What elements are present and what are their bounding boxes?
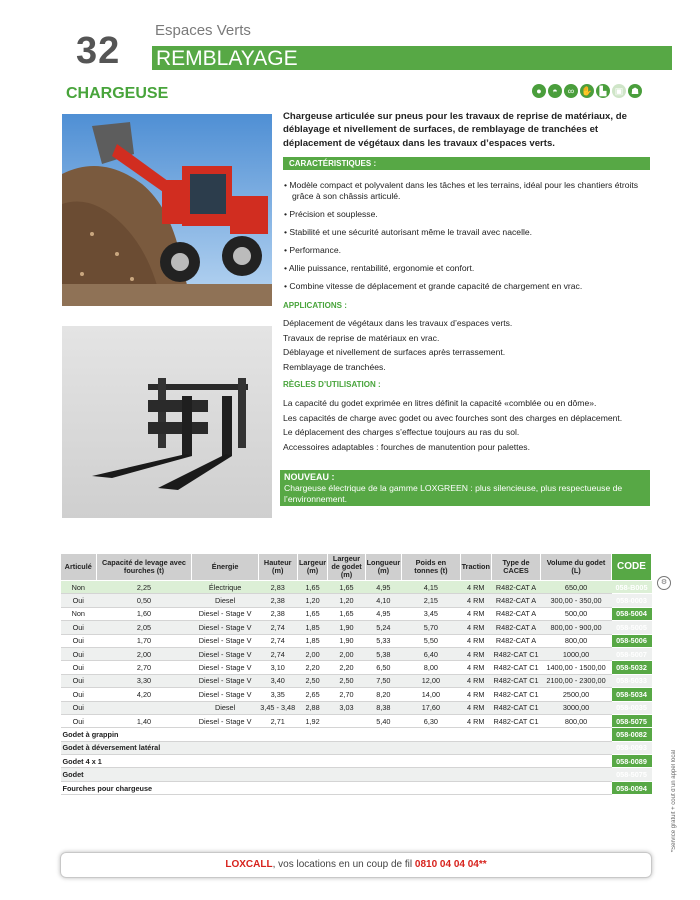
table-cell: 4 RM [460,701,491,714]
table-cell: R482-CAT C1 [491,701,540,714]
nouveau-text: Chargeuse électrique de la gamme LOXGREEN : plus silencieuse, plus respectueuse de l’environnement. [284,483,623,504]
section-label: Espaces Verts [155,22,251,39]
table-cell: 3000,00 [541,701,612,714]
accessory-row [61,755,652,768]
accessory-name: Godet [61,768,612,781]
table-cell: R482-CAT C1 [491,688,540,701]
table-cell: 2,00 [96,647,192,660]
table-cell: 4 RM [460,688,491,701]
table-cell: 2,20 [328,661,365,674]
table-cell: 6,50 [365,661,402,674]
table-cell: 3,03 [328,701,365,714]
table-cell: Diesel - Stage V [192,661,258,674]
table-cell: 1,70 [96,634,192,647]
accessory-row [61,728,652,741]
table-cell: Diesel [192,701,258,714]
table-cell: Oui [61,674,97,687]
table-cell: 5,33 [365,634,402,647]
list-item: Remblayage de tranchées. [283,361,386,372]
table-cell: Diesel - Stage V [192,621,258,634]
col-header: Type de CACES [491,554,540,581]
col-header: Largeur (m) [297,554,328,581]
table-cell: 3,45 - 3,48 [258,701,297,714]
caracteristiques-heading: CARACTÉRISTIQUES : [283,157,650,170]
table-cell: R482-CAT A [491,634,540,647]
table-cell: 2,88 [297,701,328,714]
table-cell: Non [61,607,97,620]
table-cell: Diesel - Stage V [192,674,258,687]
table-cell: 4 RM [460,714,491,727]
code-cell: 058-0035 [612,701,652,714]
table-cell: 5,70 [402,621,460,634]
table-cell: 5,24 [365,621,402,634]
code-cell: 058-0094 [612,781,652,794]
table-cell: Oui [61,634,97,647]
table-cell: 1,20 [328,594,365,607]
caracteristiques-list [284,180,654,299]
table-cell: 2,70 [96,661,192,674]
list-item: • Allie puissance, rentabilité, ergonomie et confort. [284,263,475,273]
table-cell: Oui [61,661,97,674]
table-cell: 5,38 [365,647,402,660]
table-cell: 4,15 [402,581,460,594]
table-row [61,714,652,727]
vest-icon: ▣ [612,84,626,98]
accessory-name: Godet 4 x 1 [61,755,612,768]
code-cell: 058-5075 [612,714,652,727]
shoe-icon: ● [532,84,546,98]
table-row [61,674,652,687]
accessory-name: Fourches pour chargeuse [61,781,612,794]
table-cell: 4,10 [365,594,402,607]
product-title: CHARGEUSE [66,85,169,102]
accessory-row [61,741,652,754]
table-cell: 4 RM [460,674,491,687]
table-cell: 2,74 [258,621,297,634]
table-row [61,661,652,674]
table-cell: 2,50 [297,674,328,687]
glove-icon: ✋ [581,86,593,96]
person-icon: ☗ [628,84,642,98]
spec-table [60,553,652,795]
col-header: Longueur (m) [365,554,402,581]
table-cell: 500,00 [541,607,612,620]
table-cell: 3,40 [258,674,297,687]
table-cell: 2500,00 [541,688,612,701]
table-cell: 800,00 [541,634,612,647]
list-item: • Précision et souplesse. [284,209,378,219]
code-cell: 058-B005 [612,581,652,594]
footer-phone: 0810 04 04 04** [414,859,487,870]
table-cell: R482-CAT A [491,607,540,620]
table-cell: 4 RM [460,581,491,594]
table-cell: 1,60 [96,607,192,620]
table-cell: 12,00 [402,674,460,687]
table-cell: 1,20 [297,594,328,607]
table-cell: 17,60 [402,701,460,714]
table-cell: 1000,00 [541,647,612,660]
list-item: • Stabilité et une sécurité autorisant même le travail avec nacelle. [284,227,533,237]
table-cell: 2,38 [258,594,297,607]
code-cell: 058-5005 [612,621,652,634]
list-item: Le déplacement des charges s’effectue toujours au ras du sol. [283,427,520,438]
table-cell: Diesel [192,594,258,607]
table-cell: Diesel - Stage V [192,607,258,620]
table-cell: 1,65 [297,581,328,594]
table-cell: 4 RM [460,607,491,620]
table-cell: 650,00 [541,581,612,594]
side-note: *Service gratuit + coût d’un appel local [671,750,677,853]
code-cell: 058-5006 [612,634,652,647]
applications-heading: APPLICATIONS : [283,301,347,310]
accessory-name: Godet à déversement latéral [61,741,612,754]
list-item: Déblayage et nivellement de surfaces après terrassement. [283,347,506,358]
table-cell: Oui [61,688,97,701]
footer-banner [60,852,652,878]
table-cell: 2,65 [297,688,328,701]
table-cell: Oui [61,647,97,660]
forks-photo [62,326,272,518]
table-cell: 14,00 [402,688,460,701]
code-cell: 058-5033 [612,674,652,687]
table-row [61,594,652,607]
table-cell: Oui [61,714,97,727]
table-cell: 1,65 [328,581,365,594]
accessory-row [61,768,652,781]
table-cell: R482-CAT C1 [491,661,540,674]
table-cell: 4,20 [96,688,192,701]
table-cell: Oui [61,701,97,714]
code-cell: 058-5075 [612,768,652,781]
table-cell: 4 RM [460,634,491,647]
table-cell: 2,20 [297,661,328,674]
footer-text: , vos locations en un coup de fil [272,859,415,870]
table-cell: R482-CAT A [491,594,540,607]
table-cell: R482-CAT C1 [491,674,540,687]
table-cell: 1,92 [297,714,328,727]
table-cell: 2,05 [96,621,192,634]
table-cell: 800,00 [541,714,612,727]
table-cell: Électrique [192,581,258,594]
table-cell: Oui [61,621,97,634]
col-header: CODE [612,554,652,581]
col-header: Traction [460,554,491,581]
table-cell: 4,95 [365,581,402,594]
page-number: 32 [76,30,121,72]
col-header: Volume du godet (L) [541,554,612,581]
table-cell: 1,90 [328,634,365,647]
table-cell: Non [61,581,97,594]
table-cell: Diesel - Stage V [192,634,258,647]
col-header: Articulé [61,554,97,581]
regles-heading: RÈGLES D’UTILISATION : [283,380,381,389]
table-cell: 800,00 - 900,00 [541,621,612,634]
accessory-name: Godet à grappin [61,728,612,741]
table-row [61,647,652,660]
table-cell: 2100,00 - 2300,00 [541,674,612,687]
page-title: REMBLAYAGE [156,47,298,70]
code-cell: 058-0089 [612,755,652,768]
footer-brand: LOXCALL [225,859,273,870]
table-cell: Oui [61,594,97,607]
table-cell: 1,40 [96,714,192,727]
code-cell: 058-0082 [612,728,652,741]
table-cell: 5,40 [365,714,402,727]
table-cell: 1,85 [297,621,328,634]
table-cell: Diesel - Stage V [192,714,258,727]
table-cell: 1400,00 - 1500,00 [541,661,612,674]
title-bar [150,46,672,70]
accessory-row [61,781,652,794]
table-cell [328,714,365,727]
table-cell: 2,50 [328,674,365,687]
table-cell: R482-CAT C1 [491,714,540,727]
regles-list [283,398,653,456]
code-cell: 058-5007 [612,647,652,660]
table-cell: 4 RM [460,647,491,660]
table-cell: 2,15 [402,594,460,607]
col-header: Largeur de godet (m) [328,554,365,581]
table-cell: 5,50 [402,634,460,647]
list-item: Déplacement de végétaux dans les travaux d’espaces verts. [283,318,513,328]
table-cell: R482-CAT A [491,581,540,594]
table-cell: 1,65 [328,607,365,620]
boot-icon: ▙ [596,84,610,98]
list-item: Travaux de reprise de matériaux en vrac. [283,332,440,343]
loader-photo [62,114,272,306]
nouveau-heading: NOUVEAU : [284,472,335,482]
table-cell: 2,25 [96,581,192,594]
table-row [61,607,652,620]
table-cell: 2,00 [297,647,328,660]
table-row [61,634,652,647]
table-cell: 4,95 [365,607,402,620]
table-cell: 1,65 [297,607,328,620]
table-cell: 8,38 [365,701,402,714]
table-cell: 3,30 [96,674,192,687]
list-item: • Performance. [284,245,341,255]
table-cell: 1,85 [297,634,328,647]
table-cell: 3,35 [258,688,297,701]
table-cell: 6,30 [402,714,460,727]
glasses-icon: ∞ [564,84,578,98]
intro-text: Chargeuse articulée sur pneus pour les travaux de reprise de matériaux, de déblayage et nivellement de surfaces, de remblayage de tranchées et déplacement de végétaux dans les travaux d’espaces verts. [283,111,627,149]
list-item: La capacité du godet exprimée en litres définit la capacité «comblée ou en dôme». [283,398,597,408]
helmet-icon: ◓ [548,84,562,98]
table-cell: 2,74 [258,647,297,660]
table-cell: 8,20 [365,688,402,701]
code-cell: 058-5032 [612,661,652,674]
nouveau-box [280,470,650,506]
table-cell: 0,50 [96,594,192,607]
list-item: Accessoires adaptables : fourches de manutention pour palettes. [283,441,530,452]
table-row [61,581,652,594]
table-cell: Diesel - Stage V [192,688,258,701]
col-header: Énergie [192,554,258,581]
col-header: Hauteur (m) [258,554,297,581]
table-cell: R482-CAT C1 [491,647,540,660]
applications-list [283,318,653,376]
table-cell: 2,83 [258,581,297,594]
table-cell: 7,50 [365,674,402,687]
table-row [61,688,652,701]
table-cell: Diesel - Stage V [192,647,258,660]
table-cell: 4 RM [460,594,491,607]
table-cell: 2,74 [258,634,297,647]
code-cell: 058-5034 [612,688,652,701]
table-row [61,621,652,634]
table-cell: R482-CAT A [491,621,540,634]
table-cell: 2,38 [258,607,297,620]
table-cell: 2,71 [258,714,297,727]
table-cell: 4 RM [460,621,491,634]
col-header: Poids en tonnes (t) [402,554,460,581]
table-cell: 2,70 [328,688,365,701]
table-cell [96,701,192,714]
table-cell: 3,10 [258,661,297,674]
table-cell: 4 RM [460,661,491,674]
col-header: Capacité de levage avec fourches (t) [96,554,192,581]
table-cell: 300,00 - 350,00 [541,594,612,607]
table-cell: 1,90 [328,621,365,634]
code-cell: 058-5004 [612,607,652,620]
table-cell: 3,45 [402,607,460,620]
code-cell: 058-0093 [612,741,652,754]
list-item: • Combine vitesse de déplacement et grande capacité de chargement en vrac. [284,281,583,291]
list-item: Les capacités de charge avec godet ou avec fourches sont des charges en déplacement. [283,412,623,423]
safety-icons [532,84,642,98]
table-row [61,701,652,714]
list-item: • Modèle compact et polyvalent dans les tâches et les terrains, idéal pour les chantiers étroits grâce à son châssis articulé. [284,180,639,201]
table-cell: 6,40 [402,647,460,660]
code-cell: 058-0003 [612,594,652,607]
table-cell: 8,00 [402,661,460,674]
table-cell: 2,00 [328,647,365,660]
gear-icon: ⚙ [657,576,671,590]
